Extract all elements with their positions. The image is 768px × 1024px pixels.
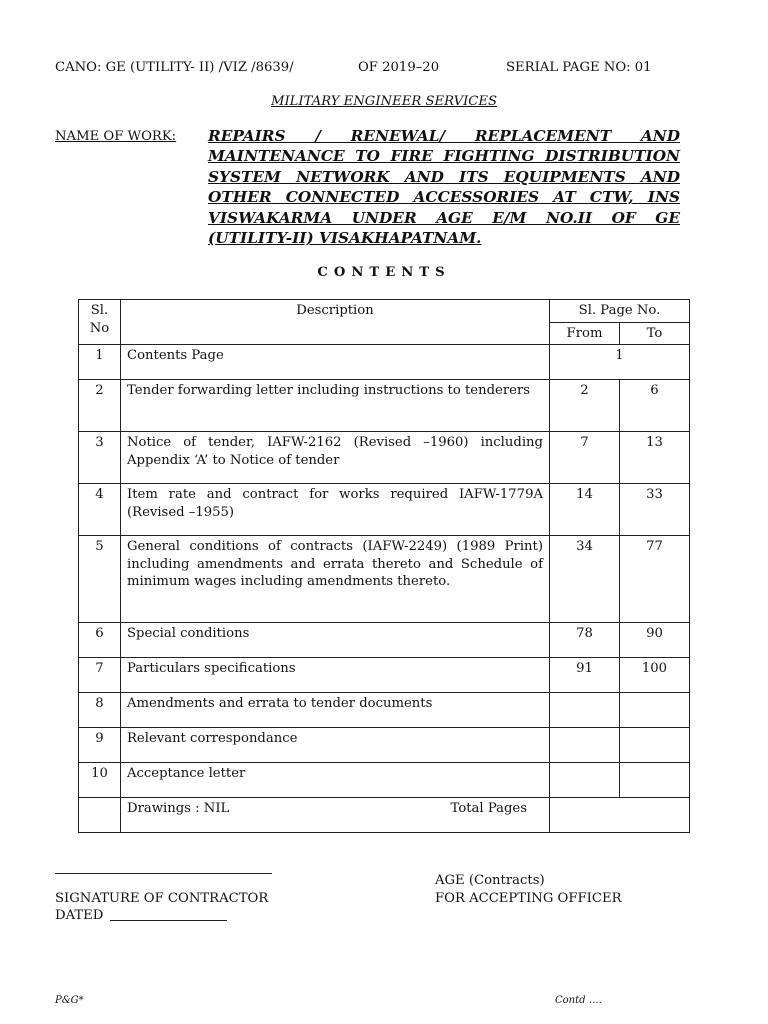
row-from: 14 bbox=[550, 484, 620, 536]
row-from: 2 bbox=[550, 380, 620, 432]
table-row bbox=[79, 728, 690, 763]
row-pages: 1 bbox=[550, 345, 690, 380]
contents-heading: CONTENTS bbox=[317, 265, 451, 280]
continued-note: Contd …. bbox=[555, 995, 602, 1006]
table-header-row bbox=[79, 300, 690, 323]
work-line: SYSTEM NETWORK AND ITS EQUIPMENTS AND bbox=[208, 167, 680, 186]
work-line: REPAIRS / RENEWAL/ REPLACEMENT AND bbox=[208, 127, 680, 145]
drawings-label: Drawings : NIL bbox=[127, 801, 230, 816]
table-footer-row bbox=[79, 798, 690, 833]
header-to: To bbox=[620, 322, 690, 345]
row-sl: 8 bbox=[79, 693, 121, 728]
row-to: 33 bbox=[620, 484, 690, 536]
row-sl: 10 bbox=[79, 763, 121, 798]
row-to: 77 bbox=[620, 536, 690, 623]
row-description: Relevant correspondance bbox=[121, 728, 550, 763]
header-from: From bbox=[550, 322, 620, 345]
total-pages-value bbox=[550, 798, 690, 833]
row-from: 7 bbox=[550, 432, 620, 484]
header-sl-line1: Sl. bbox=[90, 303, 109, 318]
row-description: Tender forwarding letter including instructions to tenderers bbox=[121, 380, 550, 432]
dated-line bbox=[110, 920, 227, 921]
serial-page-number: SERIAL PAGE NO: 01 bbox=[506, 60, 652, 75]
row-sl: 6 bbox=[79, 623, 121, 658]
footer-left-note: P&G* bbox=[55, 995, 84, 1006]
table-row bbox=[79, 658, 690, 693]
header-sl-no bbox=[79, 300, 121, 345]
row-sl: 1 bbox=[79, 345, 121, 380]
footer-description bbox=[121, 798, 550, 833]
name-of-work-text bbox=[208, 126, 680, 248]
row-description: Contents Page bbox=[121, 345, 550, 380]
table-row bbox=[79, 432, 690, 484]
table-row bbox=[79, 380, 690, 432]
dated-label: DATED bbox=[55, 908, 104, 923]
footer-sl-empty bbox=[79, 798, 121, 833]
row-to: 6 bbox=[620, 380, 690, 432]
table-row bbox=[79, 623, 690, 658]
row-description: Special conditions bbox=[121, 623, 550, 658]
row-from: 91 bbox=[550, 658, 620, 693]
row-description: Notice of tender, IAFW-2162 (Revised –1960) including Appendix ‘A’ to Notice of tender bbox=[121, 432, 550, 484]
work-line: VISWAKARMA UNDER AGE E/M NO.II OF GE bbox=[208, 208, 680, 227]
name-of-work-label: NAME OF WORK: bbox=[55, 129, 177, 144]
row-from: 78 bbox=[550, 623, 620, 658]
table-row bbox=[79, 536, 690, 623]
table-row bbox=[79, 763, 690, 798]
row-to bbox=[620, 763, 690, 798]
row-sl: 2 bbox=[79, 380, 121, 432]
work-line: OTHER CONNECTED ACCESSORIES AT CTW, INS bbox=[208, 188, 680, 207]
row-from: 34 bbox=[550, 536, 620, 623]
table-row bbox=[79, 345, 690, 380]
financial-year: OF 2019–20 bbox=[358, 60, 440, 75]
contractor-signature-line bbox=[55, 873, 272, 874]
row-sl: 4 bbox=[79, 484, 121, 536]
work-line: MAINTENANCE TO FIRE FIGHTING DISTRIBUTION bbox=[208, 147, 680, 166]
row-to: 90 bbox=[620, 623, 690, 658]
for-accepting-officer: FOR ACCEPTING OFFICER bbox=[435, 891, 622, 906]
row-sl: 5 bbox=[79, 536, 121, 623]
row-to bbox=[620, 693, 690, 728]
header-description: Description bbox=[121, 300, 550, 345]
row-description: Item rate and contract for works required IAFW-1779A (Revised –1955) bbox=[121, 484, 550, 536]
row-sl: 9 bbox=[79, 728, 121, 763]
signature-of-contractor: SIGNATURE OF CONTRACTOR bbox=[55, 891, 269, 906]
age-contracts: AGE (Contracts) bbox=[435, 873, 545, 888]
row-from bbox=[550, 693, 620, 728]
work-line: (UTILITY-II) VISAKHAPATNAM. bbox=[208, 229, 482, 248]
row-to: 100 bbox=[620, 658, 690, 693]
organization-name: MILITARY ENGINEER SERVICES bbox=[270, 94, 498, 109]
header-sl-line2: No bbox=[89, 320, 110, 336]
row-from bbox=[550, 763, 620, 798]
row-description: General conditions of contracts (IAFW-2249) (1989 Print) including amendments and errata thereto and Schedule of minimum wages including amendments thereto. bbox=[121, 536, 550, 623]
row-sl: 3 bbox=[79, 432, 121, 484]
row-description: Particulars specifications bbox=[121, 658, 550, 693]
row-sl: 7 bbox=[79, 658, 121, 693]
row-to bbox=[620, 728, 690, 763]
header-page-no: Sl. Page No. bbox=[550, 300, 690, 323]
row-description: Acceptance letter bbox=[121, 763, 550, 798]
total-pages-label: Total Pages bbox=[450, 801, 527, 816]
table-row bbox=[79, 693, 690, 728]
contract-number: CANO: GE (UTILITY- II) /VIZ /8639/ bbox=[55, 60, 294, 75]
row-to: 13 bbox=[620, 432, 690, 484]
row-from bbox=[550, 728, 620, 763]
table-row bbox=[79, 484, 690, 536]
contents-table bbox=[78, 299, 690, 833]
row-description: Amendments and errata to tender documents bbox=[121, 693, 550, 728]
